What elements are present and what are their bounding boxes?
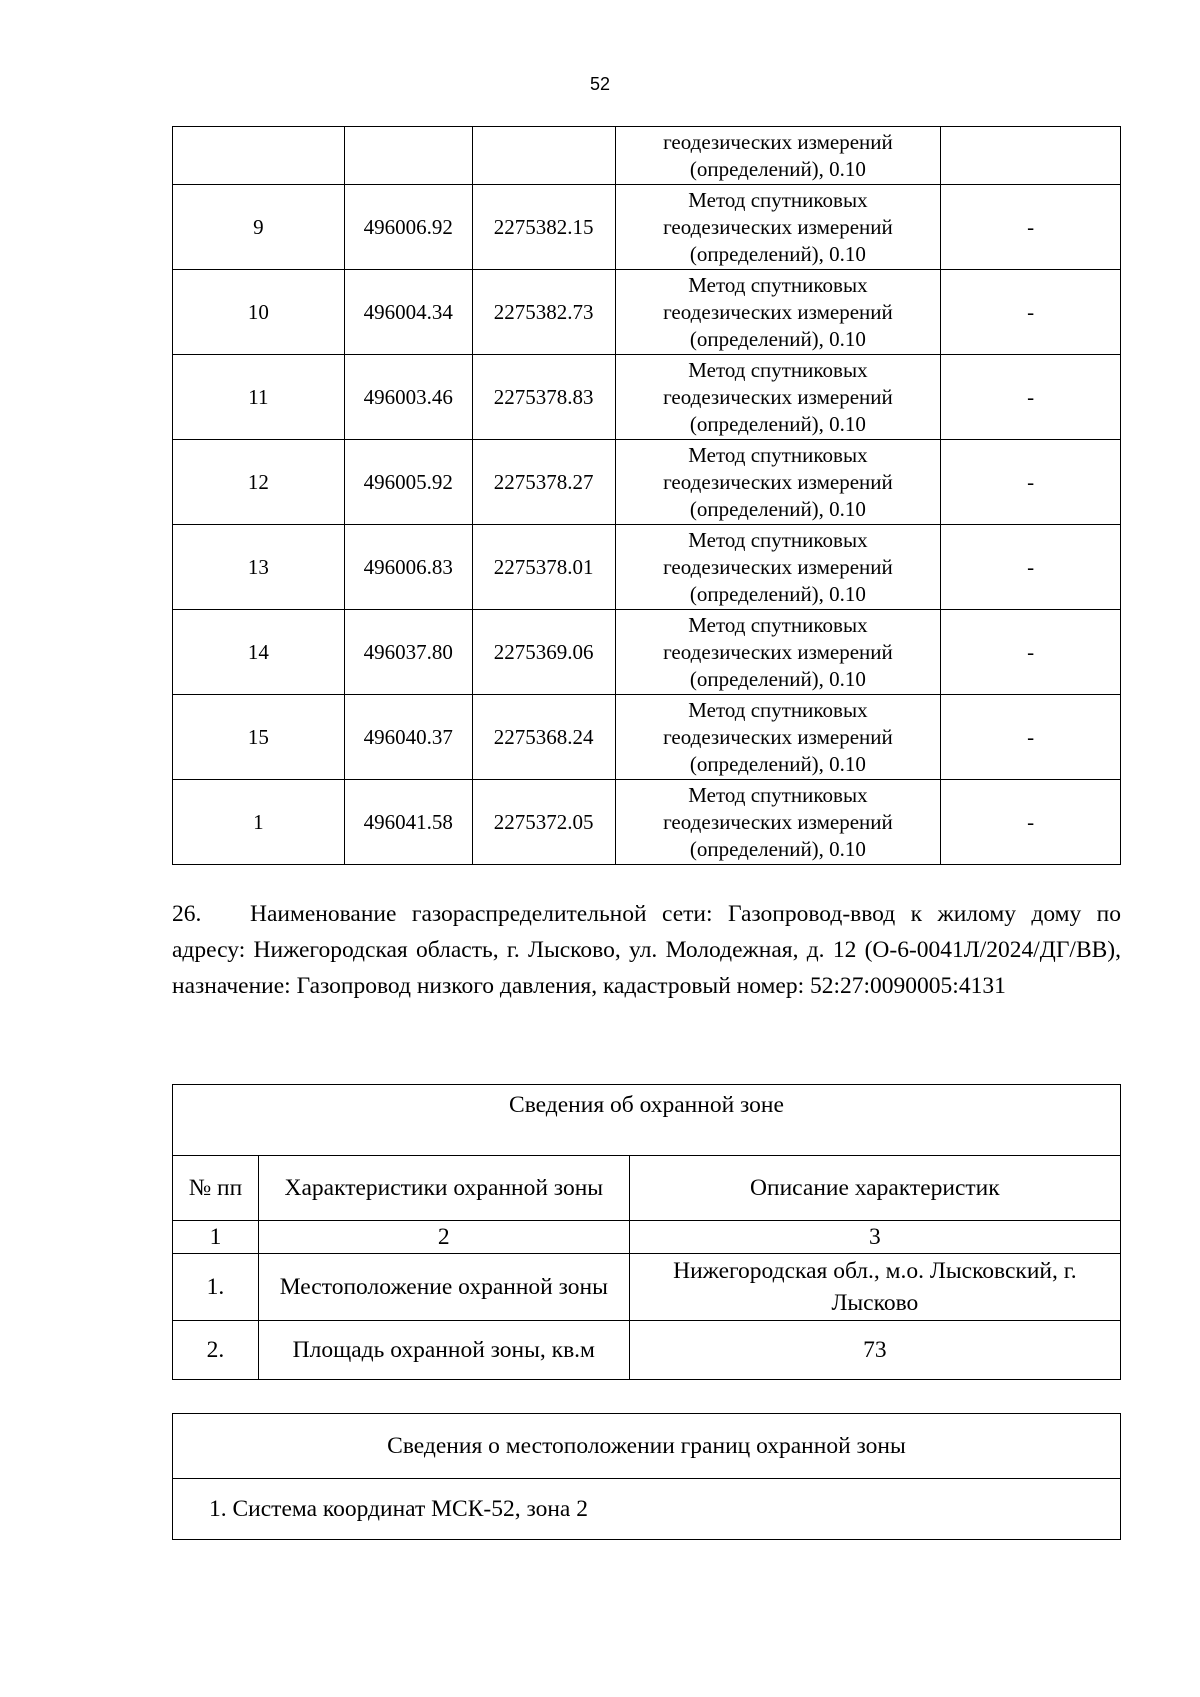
x-coordinate-cell: 496037.80 (344, 610, 472, 695)
header-characteristics: Характеристики охранной зоны (258, 1156, 629, 1221)
table-row (173, 440, 1121, 525)
method-line: геодезических измерений (663, 639, 893, 664)
y-coordinate-cell (472, 127, 615, 185)
method-cell (615, 185, 941, 270)
table-row (173, 610, 1121, 695)
method-cell (615, 270, 941, 355)
header-number: № пп (173, 1156, 259, 1221)
index-cell: 2 (258, 1221, 629, 1254)
table-row (173, 127, 1121, 185)
method-line: Метод спутниковых (688, 357, 868, 382)
y-coordinate-cell: 2275382.15 (472, 185, 615, 270)
section-text: Наименование газораспределительной сети: Газопровод-ввод к жилому дому по адресу: Нижегородская область, г. Лысково, ул. Молодежная, д. 12 (О-6-0041Л/2024/ДГ/ВВ), назначение: Газопровод низкого давления, кадастровый номер: 52:27:0090005:4131 (172, 901, 1121, 999)
row-value: Нижегородская обл., м.о. Лысковский, г. Лысково (629, 1254, 1120, 1321)
method-line: геодезических измерений (663, 299, 893, 324)
y-coordinate-cell: 2275382.73 (472, 270, 615, 355)
point-number-cell: 10 (173, 270, 345, 355)
y-coordinate-cell: 2275378.01 (472, 525, 615, 610)
method-line: (определений), 0.10 (689, 581, 866, 606)
x-coordinate-cell: 496003.46 (344, 355, 472, 440)
table-row (173, 185, 1121, 270)
note-cell: - (941, 440, 1121, 525)
method-line: геодезических измерений (663, 129, 893, 154)
section-number: 26. (172, 901, 202, 927)
method-line: (определений), 0.10 (689, 241, 866, 266)
row-number: 1. (173, 1254, 259, 1321)
method-line: (определений), 0.10 (689, 326, 866, 351)
point-number-cell: 9 (173, 185, 345, 270)
method-line: геодезических измерений (663, 724, 893, 749)
x-coordinate-cell: 496004.34 (344, 270, 472, 355)
method-line: (определений), 0.10 (689, 751, 866, 776)
y-coordinate-cell: 2275368.24 (472, 695, 615, 780)
note-cell: - (941, 185, 1121, 270)
method-line: Метод спутниковых (688, 187, 868, 212)
point-number-cell (173, 127, 345, 185)
method-line: Метод спутниковых (688, 272, 868, 297)
point-number-cell: 12 (173, 440, 345, 525)
method-cell (615, 695, 941, 780)
method-line: геодезических измерений (663, 554, 893, 579)
method-cell (615, 610, 941, 695)
point-number-cell: 11 (173, 355, 345, 440)
y-coordinate-cell: 2275369.06 (472, 610, 615, 695)
method-cell (615, 780, 941, 865)
table-row (173, 270, 1121, 355)
table-row (173, 695, 1121, 780)
method-line: (определений), 0.10 (689, 496, 866, 521)
method-cell (615, 525, 941, 610)
note-cell: - (941, 355, 1121, 440)
row-value: 73 (629, 1321, 1120, 1380)
method-line: геодезических измерений (663, 809, 893, 834)
method-line: Метод спутниковых (688, 442, 868, 467)
page-number: 52 (589, 74, 611, 94)
table-row (173, 355, 1121, 440)
note-cell: - (941, 610, 1121, 695)
method-line: Метод спутниковых (688, 612, 868, 637)
x-coordinate-cell: 496006.83 (344, 525, 472, 610)
point-number-cell: 15 (173, 695, 345, 780)
method-line: геодезических измерений (663, 384, 893, 409)
section-26-paragraph (172, 896, 1121, 1004)
index-cell: 3 (629, 1221, 1120, 1254)
row-name: Местоположение охранной зоны (258, 1254, 629, 1321)
method-line: геодезических измерений (663, 469, 893, 494)
note-cell: - (941, 695, 1121, 780)
method-line: (определений), 0.10 (689, 836, 866, 861)
index-cell: 1 (173, 1221, 259, 1254)
x-coordinate-cell: 496006.92 (344, 185, 472, 270)
table-row (173, 525, 1121, 610)
table-row (173, 780, 1121, 865)
row-number: 2. (173, 1321, 259, 1380)
point-number-cell: 1 (173, 780, 345, 865)
method-line: (определений), 0.10 (689, 666, 866, 691)
method-line: Метод спутниковых (688, 527, 868, 552)
zone-table-title: Сведения об охранной зоне (173, 1085, 1121, 1156)
note-cell: - (941, 780, 1121, 865)
method-cell (615, 355, 941, 440)
zone-info-table (172, 1084, 1121, 1380)
method-line: (определений), 0.10 (689, 156, 866, 181)
method-cell (615, 127, 941, 185)
method-line: геодезических измерений (663, 214, 893, 239)
y-coordinate-cell: 2275378.83 (472, 355, 615, 440)
method-line: (определений), 0.10 (689, 411, 866, 436)
x-coordinate-cell: 496005.92 (344, 440, 472, 525)
boundaries-table (172, 1413, 1121, 1540)
y-coordinate-cell: 2275372.05 (472, 780, 615, 865)
y-coordinate-cell: 2275378.27 (472, 440, 615, 525)
row-name: Площадь охранной зоны, кв.м (258, 1321, 629, 1380)
x-coordinate-cell: 496040.37 (344, 695, 472, 780)
method-line: Метод спутниковых (688, 697, 868, 722)
point-number-cell: 13 (173, 525, 345, 610)
x-coordinate-cell: 496041.58 (344, 780, 472, 865)
method-line: Метод спутниковых (688, 782, 868, 807)
point-number-cell: 14 (173, 610, 345, 695)
x-coordinate-cell (344, 127, 472, 185)
note-cell: - (941, 525, 1121, 610)
boundaries-table-title: Сведения о местоположении границ охранной зоны (173, 1414, 1121, 1479)
method-cell (615, 440, 941, 525)
note-cell (941, 127, 1121, 185)
coordinate-system: 1. Система координат МСК-52, зона 2 (173, 1479, 1121, 1540)
note-cell: - (941, 270, 1121, 355)
coordinates-table (172, 126, 1121, 865)
header-description: Описание характеристик (629, 1156, 1120, 1221)
